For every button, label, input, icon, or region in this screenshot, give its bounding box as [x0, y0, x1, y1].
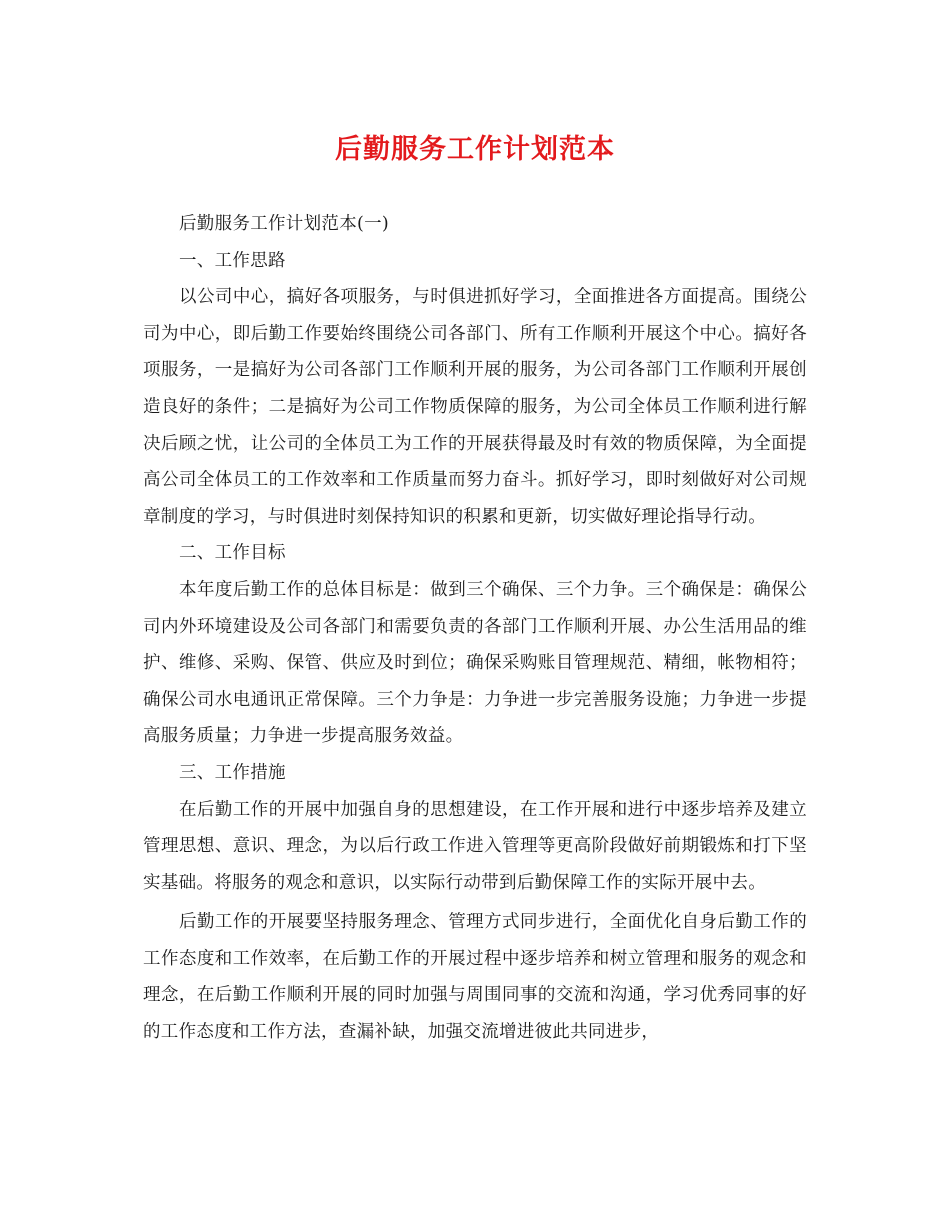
subtitle-paragraph: 后勤服务工作计划范本(一) — [179, 214, 390, 234]
document-title: 后勤服务工作计划范本 — [335, 134, 615, 165]
body-paragraph-1: 以公司中心，搞好各项服务，与时俱进抓好学习，全面推进各方面提高。围绕公司为中心，即后勤工作要始终围绕公司各部门、所有工作顺利开展这个中心。搞好各项服务，一是搞好为公司各部门工作顺利开展的服务，为公司各部门工作顺利开展创造良好的条件；二是搞好为公司工作物质保障的服务，为公司全体员工作顺利进行解决后顾之忧，让公司的全体员工为工作的开展获得最及时有效的物质保障，为全面提高公司全体员工的工作效率和工作质量而努力奋斗。抓好学习，即时刻做好对公司规章制度的学习，与时俱进时刻保持知识的积累和更新，切实做好理论指导行动。 — [143, 287, 807, 527]
body-paragraph-4: 后勤工作的开展要坚持服务理念、管理方式同步进行，全面优化自身后勤工作的工作态度和工作效率，在后勤工作的开展过程中逐步培养和树立管理和服务的观念和理念，在后勤工作顺利开展的同时加强与周围同事的交流和沟通，学习优秀同事的好的工作态度和工作方法，查漏补缺，加强交流增进彼此共同进步， — [143, 912, 807, 1043]
section-heading-2: 二、工作目标 — [179, 543, 286, 564]
section-heading-1: 一、工作思路 — [179, 250, 286, 271]
body-paragraph-3: 在后勤工作的开展中加强自身的思想建设，在工作开展和进行中逐步培养及建立管理思想、意识、理念，为以后行政工作进入管理等更高阶段做好前期锻炼和打下坚实基础。将服务的观念和意识，以实际行动带到后勤保障工作的实际开展中去。 — [143, 799, 807, 893]
section-heading-3: 三、工作措施 — [179, 762, 286, 783]
document-body — [143, 206, 807, 1051]
body-paragraph-2: 本年度后勤工作的总体目标是：做到三个确保、三个力争。三个确保是：确保公司内外环境建设及公司各部门和需要负责的各部门工作顺利开展、办公生活用品的维护、维修、采购、保管、供应及时到位；确保采购账目管理规范、精细，帐物相符；确保公司水电通讯正常保障。三个力争是：力争进一步完善服务设施；力争进一步提高服务质量；力争进一步提高服务效益。 — [143, 579, 807, 747]
